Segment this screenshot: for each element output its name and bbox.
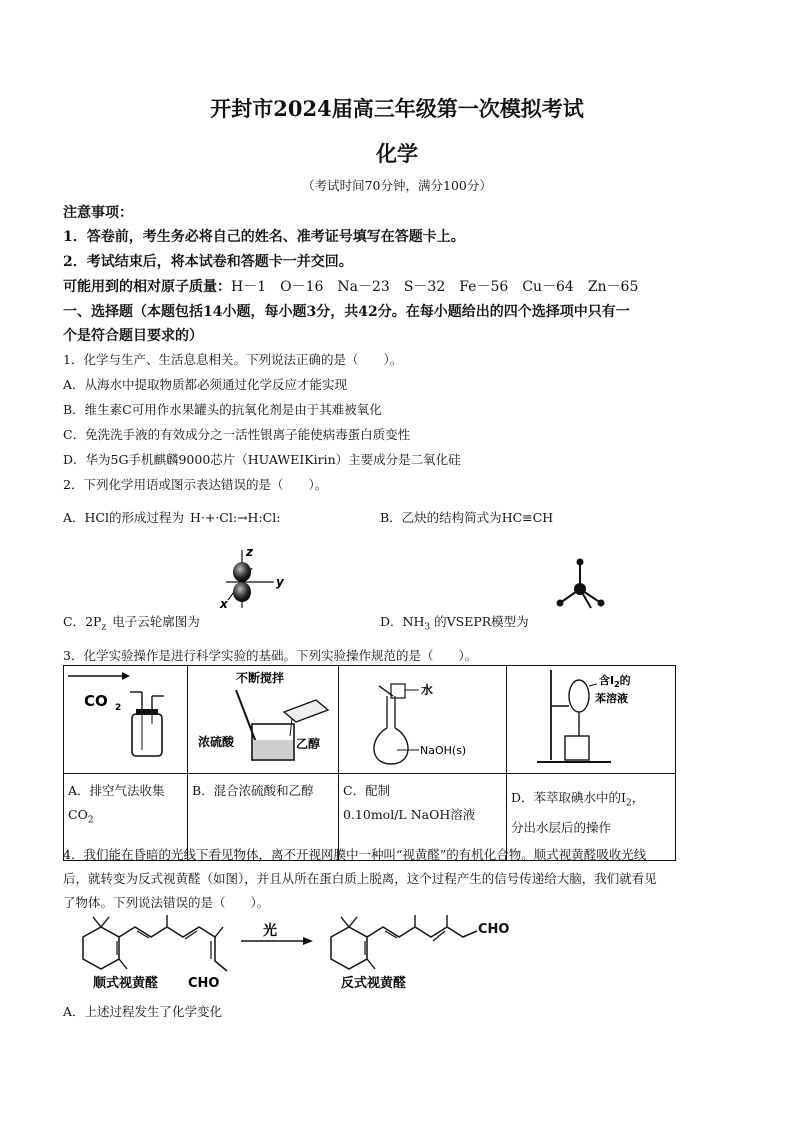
sep-label-1: 含$I_2$的 [599, 674, 631, 689]
notes-heading: 注意事项： [63, 205, 133, 221]
water-label: 水 [421, 683, 434, 697]
q2-c-text: 电子云轮廓图为 [112, 614, 200, 629]
caption-c-line1: C．配制 [343, 783, 391, 798]
central-atom [574, 583, 586, 595]
ligand-atom [577, 559, 584, 566]
cis-retinal-name: 顺式视黄醛 [93, 976, 159, 991]
caption-c-line2: 0.10mol/L NaOH溶液 [343, 807, 476, 822]
acetylene-formula: HC≡CH [501, 510, 554, 525]
q4-stem-line2: 后，就转变为反式视黄醛（如图），并且从所在蛋白质上脱离，这个过程产生的信号传递给大脑，我们就看见 [63, 871, 657, 886]
q1-option-d: D．华为5G手机麒麟9000芯片（HUAWEIKirin）主要成分是二氧化硅 [63, 452, 461, 467]
exam-title: 开封市2024届高三年级第一次模拟考试 [210, 96, 584, 121]
q4-stem-line3: 了物体。下列说法错误的是（ ）。 [63, 895, 270, 910]
flask-body [374, 728, 408, 764]
q3-stem: 3．化学实验操作是进行科学实验的基础。下列实验操作规范的是（ ）。 [63, 648, 478, 663]
naoh-label: NaOH(s) [420, 744, 467, 757]
receiving-beaker [565, 736, 589, 760]
co2-sub: 2 [115, 703, 122, 713]
pouring-flask [284, 700, 328, 722]
caption-d-line2: 分出水层后的操作 [511, 819, 612, 835]
axis-z-label: z [246, 546, 253, 559]
atomic-masses-line [63, 276, 638, 296]
trans-retinal-name: 反式视黄醛 [341, 976, 407, 991]
sep-label-2: 苯溶液 [595, 692, 628, 705]
q2-d-sub: 3 [424, 622, 431, 633]
gas-bottle [132, 714, 162, 756]
funnel [569, 680, 589, 712]
lower-lobe [233, 582, 251, 602]
q2-a-label: A．HCl的形成过程为 [63, 510, 184, 525]
experiment-table [63, 665, 676, 861]
caption-d-line1: D．苯萃取碘水中的$I_2$， [511, 790, 645, 809]
atomic-masses-label: 可能用到的相对原子质量： [63, 279, 231, 295]
ligand-atom [557, 600, 564, 607]
axis-x-label: x [220, 597, 228, 610]
co2-label: CO [84, 692, 108, 710]
q1-option-b: B．维生素C可用作水果罐头的抗氧化剂是由于其难被氧化 [63, 402, 382, 417]
trans-ring [331, 927, 367, 969]
q2-option-c [63, 612, 200, 633]
trans-chain [367, 927, 477, 937]
q4-option-a: A．上述过程发生了化学变化 [63, 1004, 223, 1019]
section-heading-line1: 一、选择题（本题包括14小题，每小题3分，共42分。在每小题给出的四个选择项中只有一 [63, 304, 630, 320]
note-item-2: 2．考试结束后，将本试卷和答题卡一并交回。 [63, 254, 353, 270]
experiment-c-cell [339, 666, 507, 774]
section-heading-line2: 个是符合题目要求的） [63, 328, 203, 344]
caption-b-line1: B．混合浓硫酸和乙醇 [192, 783, 314, 798]
cis-ring [83, 927, 119, 969]
cis-cho-label: CHO [188, 976, 220, 991]
experiment-b-cell [188, 666, 339, 774]
gas-collection-figure [64, 666, 188, 769]
q4-stem-line1: 4．我们能在昏暗的光线下看见物体，离不开视网膜中一种叫“视黄醛”的有机化合物。顺式视黄醛吸收光线 [63, 847, 647, 862]
trans-cho-label: CHO [478, 922, 510, 937]
mixing-figure [188, 666, 339, 769]
q2-c-label: C．2P [63, 614, 102, 629]
retinal-reaction-figure [63, 915, 483, 995]
volumetric-flask-figure [339, 666, 507, 769]
hcl-formation-formula: H·+·Cl:→H:Cl: [189, 510, 281, 525]
axis-y-label: y [276, 575, 284, 589]
caption-a-line2: $CO_2$ [68, 807, 94, 826]
q2-c-sub: z [101, 622, 107, 633]
subject-title: 化学 [376, 141, 418, 166]
exam-info: （考试时间70分钟，满分100分） [302, 178, 492, 193]
q2-stem: 2．下列化学用语或图示表达错误的是（ ）。 [63, 477, 328, 492]
note-item-1: 1．答卷前，考生务必将自己的姓名、准考证号填写在答题卡上。 [63, 229, 465, 245]
q2-d-text: 的VSEPR模型为 [434, 614, 529, 629]
q2-b-label: B．乙炔的结构简式为 [380, 510, 502, 525]
ligand-atom [598, 600, 605, 607]
atomic-masses-values: H－1 O－16 Na－23 S－32 Fe－56 Cu－64 Zn－65 [231, 279, 639, 295]
q1-option-c: C．免洗洗手液的有效成分之一活性银离子能使病毒蛋白质变性 [63, 427, 411, 442]
experiment-a-cell [64, 666, 188, 774]
stirring-label: 不断搅拌 [236, 671, 285, 685]
caption-a-line1: A．排空气法收集 [68, 783, 165, 798]
q2-option-b [380, 508, 553, 526]
vsepr-model-figure [553, 552, 613, 616]
q1-option-a: A．从海水中提取物质都必须通过化学反应才能实现 [63, 377, 348, 392]
q1-stem: 1．化学与生产、生活息息相关。下列说法正确的是（ ）。 [63, 352, 403, 367]
q2-option-d [380, 612, 529, 633]
light-label: 光 [263, 923, 277, 939]
acid-label: 浓硫酸 [198, 735, 235, 749]
separatory-funnel-figure [507, 666, 676, 769]
ethanol-label: 乙醇 [296, 737, 321, 751]
pz-orbital-figure [212, 546, 292, 610]
experiment-d-cell [507, 666, 676, 774]
q2-d-label: D．NH [380, 614, 425, 629]
q2-option-a [63, 508, 280, 526]
upper-lobe [233, 562, 251, 582]
